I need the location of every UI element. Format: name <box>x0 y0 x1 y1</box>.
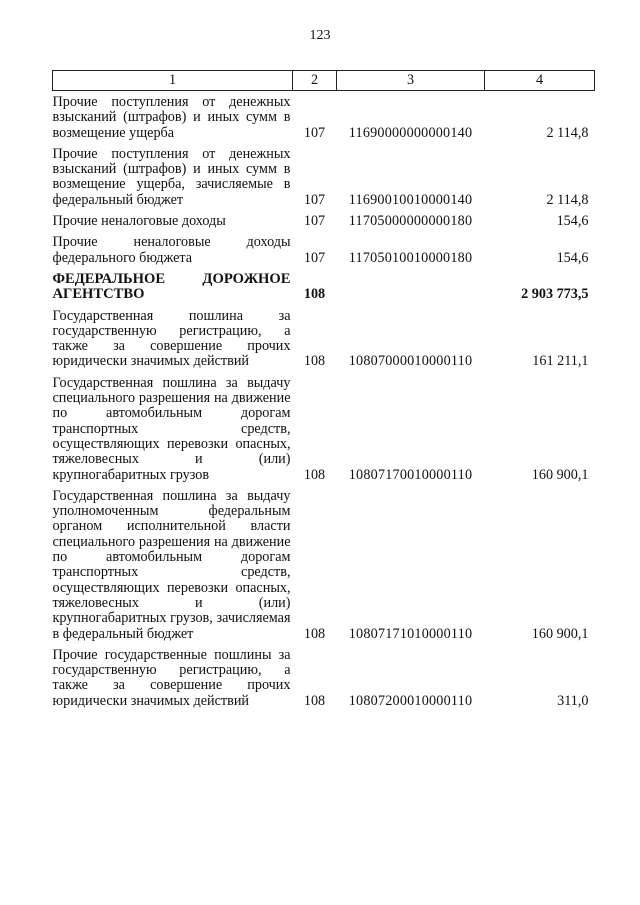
row-name: Прочие поступления от денежных взысканий (штрафов) и иных сумм в возмещение ущерба, зачисляемые в федеральный бюджет <box>52 145 291 208</box>
row-admin-code: 107 <box>303 213 326 230</box>
row-revenue-code: 11690010010000140 <box>348 191 473 208</box>
row-revenue-code: 10807200010000110 <box>348 692 473 709</box>
row-amount: 2 114,8 <box>546 191 589 208</box>
row-admin-code: 108 <box>303 466 326 483</box>
header-col-1: 1 <box>53 71 293 91</box>
row-revenue-code <box>337 266 485 303</box>
row-name: Государственная пошлина за выдачу уполномоченным федеральным органом исполнительной власти специального разрешения на движение по автомобильным дорогам транспортных средств, осуществляющих перевозки опасных, тяжеловесных и (или) крупногабаритных грузов, зачисляемая в федеральный бюджет <box>52 487 291 642</box>
row-amount: 154,6 <box>556 213 589 230</box>
row-name: Государственная пошлина за выдачу специального разрешения на движение по автомобильным дорогам транспортных средств, осуществляющих перевозки опасных, тяжеловесных и (или) крупногабаритных грузов <box>52 374 291 483</box>
row-revenue-code: 10807000010000110 <box>348 353 473 370</box>
table-header <box>53 71 595 91</box>
row-revenue-code: 11705010010000180 <box>348 249 473 266</box>
row-revenue-code: 11705000000000180 <box>348 213 473 230</box>
row-amount: 2 903 773,5 <box>521 286 589 303</box>
row-name: Государственная пошлина за государственную регистрацию, а также за совершение прочих юридически значимых действий <box>52 307 291 370</box>
table-row <box>53 642 595 709</box>
row-admin-code: 107 <box>303 191 326 208</box>
row-admin-code: 108 <box>303 286 326 303</box>
row-revenue-code: 11690000000000140 <box>348 124 473 141</box>
header-col-3: 3 <box>337 71 485 91</box>
row-admin-code: 108 <box>303 353 326 370</box>
header-row <box>53 71 595 91</box>
row-amount: 311,0 <box>557 692 589 709</box>
page-number: 123 <box>309 28 331 43</box>
row-amount: 154,6 <box>556 249 589 266</box>
row-name: Прочие неналоговые доходы федерального бюджета <box>52 234 291 266</box>
table-row <box>53 370 595 483</box>
row-amount: 160 900,1 <box>531 466 589 483</box>
table-row <box>53 208 595 229</box>
table-row <box>53 266 595 303</box>
table-row <box>53 141 595 208</box>
row-admin-code: 107 <box>303 124 326 141</box>
row-revenue-code: 10807170010000110 <box>348 466 473 483</box>
table-row <box>53 303 595 370</box>
row-revenue-code: 10807171010000110 <box>348 625 473 642</box>
table-row <box>53 483 595 642</box>
row-name: Прочие неналоговые доходы <box>52 213 226 230</box>
row-amount: 161 211,1 <box>532 353 589 370</box>
row-admin-code: 108 <box>303 625 326 642</box>
revenue-table <box>52 70 595 709</box>
row-name: Прочие государственные пошлины за государственную регистрацию, а также за совершение прочих юридически значимых действий <box>52 646 291 709</box>
table-row <box>53 229 595 266</box>
header-col-4: 4 <box>485 71 595 91</box>
row-amount: 160 900,1 <box>531 625 589 642</box>
header-col-2: 2 <box>293 71 337 91</box>
table-body <box>53 91 595 709</box>
row-name: Прочие поступления от денежных взысканий (штрафов) и иных сумм в возмещение ущерба <box>52 94 291 141</box>
row-admin-code: 107 <box>303 249 326 266</box>
table-row <box>53 91 595 141</box>
row-name: ФЕДЕРАЛЬНОЕ ДОРОЖНОЕ АГЕНТСТВО <box>52 270 291 303</box>
row-admin-code: 108 <box>303 692 326 709</box>
row-amount: 2 114,8 <box>546 124 589 141</box>
